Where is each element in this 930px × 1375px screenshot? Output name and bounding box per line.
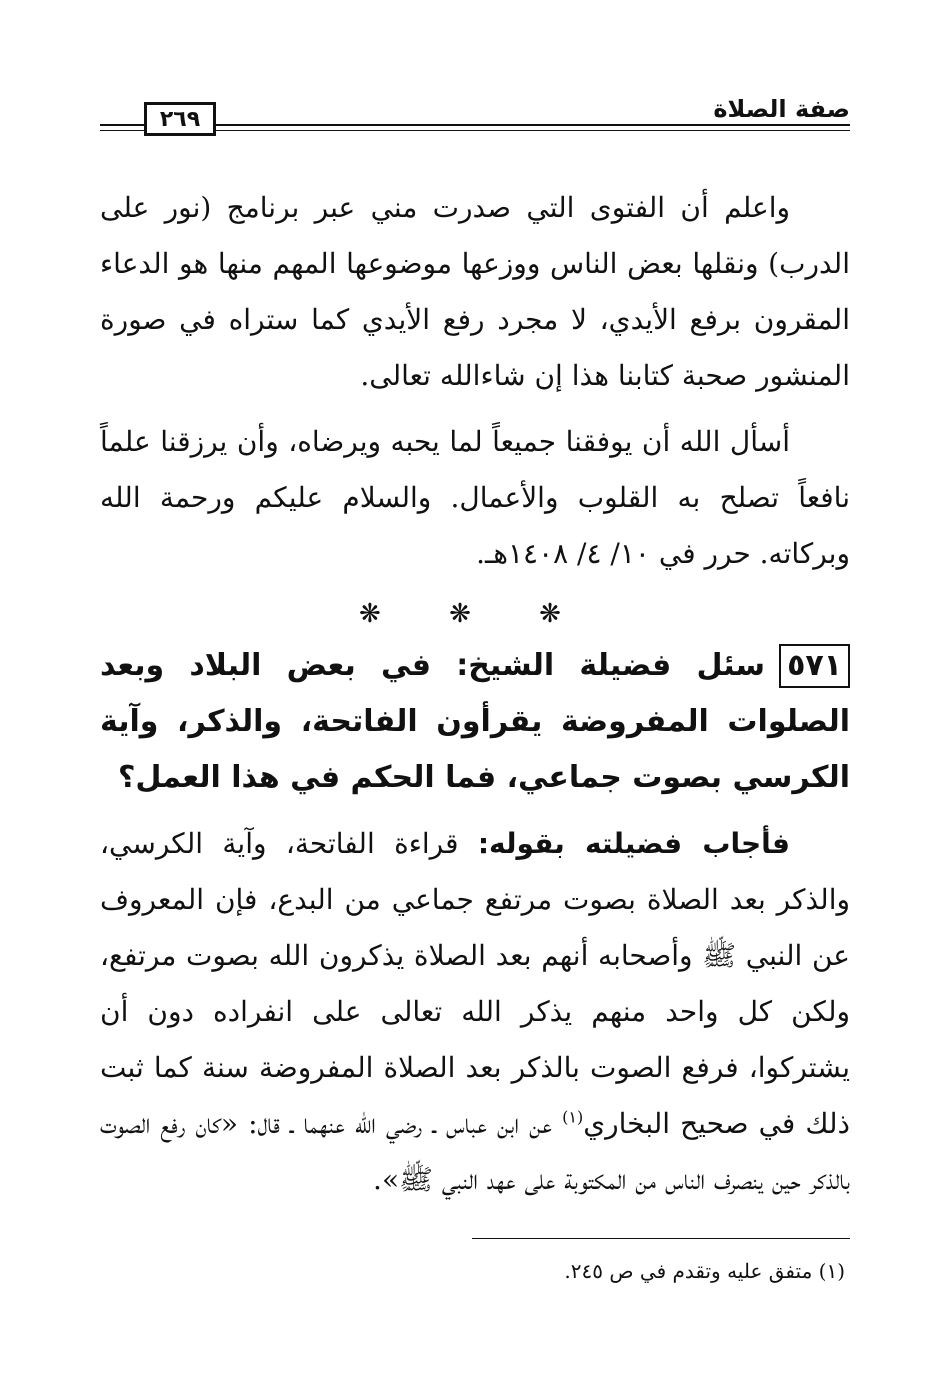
- answer-block: [100, 816, 850, 1208]
- running-title: صفة الصلاة: [703, 96, 850, 122]
- page-number: ٢٦٩: [144, 102, 216, 136]
- question-text: سئل فضيلة الشيخ: في بعض البلاد وبعد الصلوات المفروضة يقرأون الفاتحة، والذكر، وآية الكرسي بصوت جماعي، فما الحكم في هذا العمل؟: [100, 648, 850, 795]
- footnote-reference: (١): [562, 1107, 584, 1127]
- question-number: ٥٧١: [779, 644, 850, 688]
- question-block: [100, 638, 850, 806]
- paragraph-fatwa-note: واعلم أن الفتوى التي صدرت مني عبر برنامج (نور على الدرب) ونقلها بعض الناس ووزعها موضوعها المهم منها هو الدعاء المقرون برفع الأيدي، لا مجرد رفع الأيدي كما ستراه في صورة المنشور صحبة كتابنا هذا إن شاءالله تعالى.: [100, 191, 850, 392]
- page-body: [100, 180, 850, 1208]
- answer-text-1: قراءة الفاتحة، وآية الكرسي، والذكر بعد الصلاة بصوت مرتفع جماعي من البدع، فإن المعروف عن النبي ﷺ وأصحابه أنهم بعد الصلاة يذكرون الله بصوت مرتفع، ولكن كل واحد منهم يذكر الله تعالى على انفراده دون أن يشتركوا، فرفع الصوت بالذكر بعد الصلاة المفروضة سنة كما ثبت ذلك في صحيح البخاري: [100, 827, 850, 1140]
- answer-intro: فأجاب فضيلته بقوله:: [477, 827, 790, 860]
- answer-text-2: عن ابن عباس ـ رضي الله عنهما ـ قال: «كان رفع الصوت بالذكر حين ينصرف الناس من المكتوبة على عهد النبي ﷺ».: [100, 1107, 850, 1196]
- page-header: [100, 96, 850, 136]
- footnote: (١) متفق عليه وتقدم في ص ٢٤٥.: [564, 1259, 845, 1283]
- section-separator: ❋ ❋ ❋: [359, 599, 591, 629]
- footnote-rule: [472, 1238, 850, 1239]
- paragraph-closing-prayer: أسأل الله أن يوفقنا جميعاً لما يحبه ويرضاه، وأن يرزقنا علماً نافعاً تصلح به القلوب والأعمال. والسلام عليكم ورحمة الله وبركاته. حرر في ١٠/ ٤/ ١٤٠٨هـ.: [100, 425, 850, 570]
